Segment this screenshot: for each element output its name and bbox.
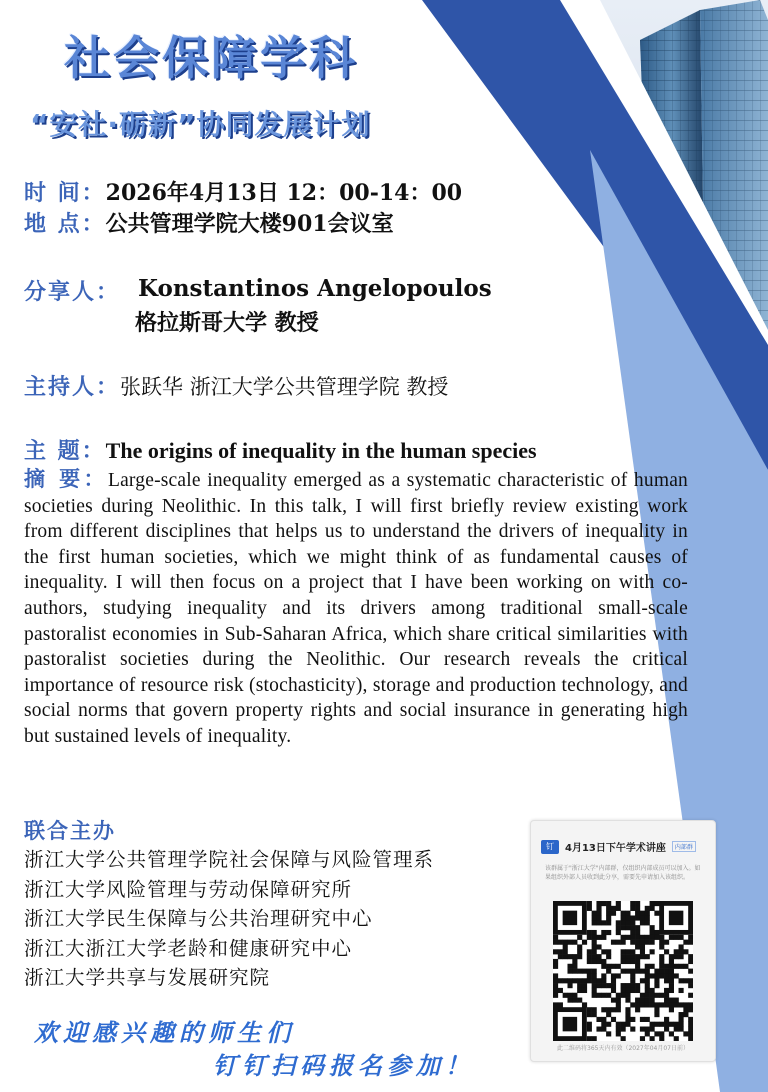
organizers-list	[24, 845, 434, 993]
subtitle: “安社·砺新”协同发展计划	[30, 108, 371, 141]
abstract-text: Large-scale inequality emerged as a systematic characteristic of human societies during Neolithic. In this talk, I will first briefly review existing work from different disciplines that helps us to understand the drivers of inequality in the first human societies, which we might think of as fundamental causes of inequality. I will then focus on a project that I have been working on with co-authors, studying inequality and its drivers among traditional small-scale pastoralist economies in Sub-Saharan Africa, which share critical similarities with pastoralist societies during the Neolithic. Our research reveals the critical importance of resource risk (stochasticity), storage and production technology, and social norms that govern property rights and social insurance in generating high but sustained levels of inequality.	[24, 470, 689, 747]
qr-card[interactable]	[530, 820, 716, 1062]
abstract	[24, 466, 688, 750]
welcome-line-1: 欢迎感兴趣的师生们	[34, 1018, 295, 1047]
organizers-title: 联合主办	[24, 818, 116, 843]
topic-row	[24, 434, 537, 465]
place-row	[24, 207, 394, 238]
qr-header	[541, 839, 696, 854]
topic-label: 主 题：	[24, 438, 106, 464]
speaker-affiliation: 格拉斯哥大学 教授	[135, 310, 319, 336]
organizer-item: 浙江大学风险管理与劳动保障研究所	[24, 877, 353, 901]
abstract-label: 摘 要：	[24, 466, 108, 491]
topic-value: The origins of inequality in the human species	[105, 438, 537, 463]
place-label: 地 点：	[24, 211, 106, 237]
welcome-line-2: 钉钉扫码报名参加！	[213, 1051, 474, 1080]
qr-description: 该群属于"浙江大学"内部群，仅组织内部成员可以加入。如果组织外部人员收到此分享，需要先申请加入该组织。	[545, 865, 701, 881]
qr-footer: 此二维码将365天内有效（2027年04月07日前）	[557, 1045, 689, 1052]
speaker-row	[24, 275, 120, 306]
organizer-item: 浙江大学民生保障与公共治理研究中心	[24, 907, 373, 930]
qr-group-title: 4月13日下午学术讲座	[565, 843, 666, 854]
organizer-item: 浙江大学公共管理学院社会保障与风险管理系	[24, 848, 435, 871]
qr-code-graphic	[553, 901, 693, 1041]
organizer-item: 浙江大浙江大学老龄和健康研究中心	[24, 936, 353, 960]
main-title: 社会保障学科	[64, 31, 358, 85]
time-row	[24, 176, 462, 207]
host-row	[24, 370, 448, 401]
speaker-label: 分享人：	[24, 279, 121, 305]
host-value: 张跃华 浙江大学公共管理学院 教授	[120, 375, 449, 399]
host-label: 主持人：	[24, 374, 121, 400]
place-value: 公共管理学院大楼901会议室	[105, 211, 394, 237]
speaker-name: Konstantinos Angelopoulos	[138, 275, 492, 302]
qr-tag: 内部群	[672, 841, 696, 852]
time-value: 2026年4月13日 12：00-14：00	[105, 180, 463, 206]
dingtalk-icon: 钉	[541, 840, 559, 854]
time-label: 时 间：	[24, 180, 106, 206]
organizer-item: 浙江大学共享与发展研究院	[24, 966, 271, 989]
qr-code[interactable]	[553, 901, 693, 1041]
